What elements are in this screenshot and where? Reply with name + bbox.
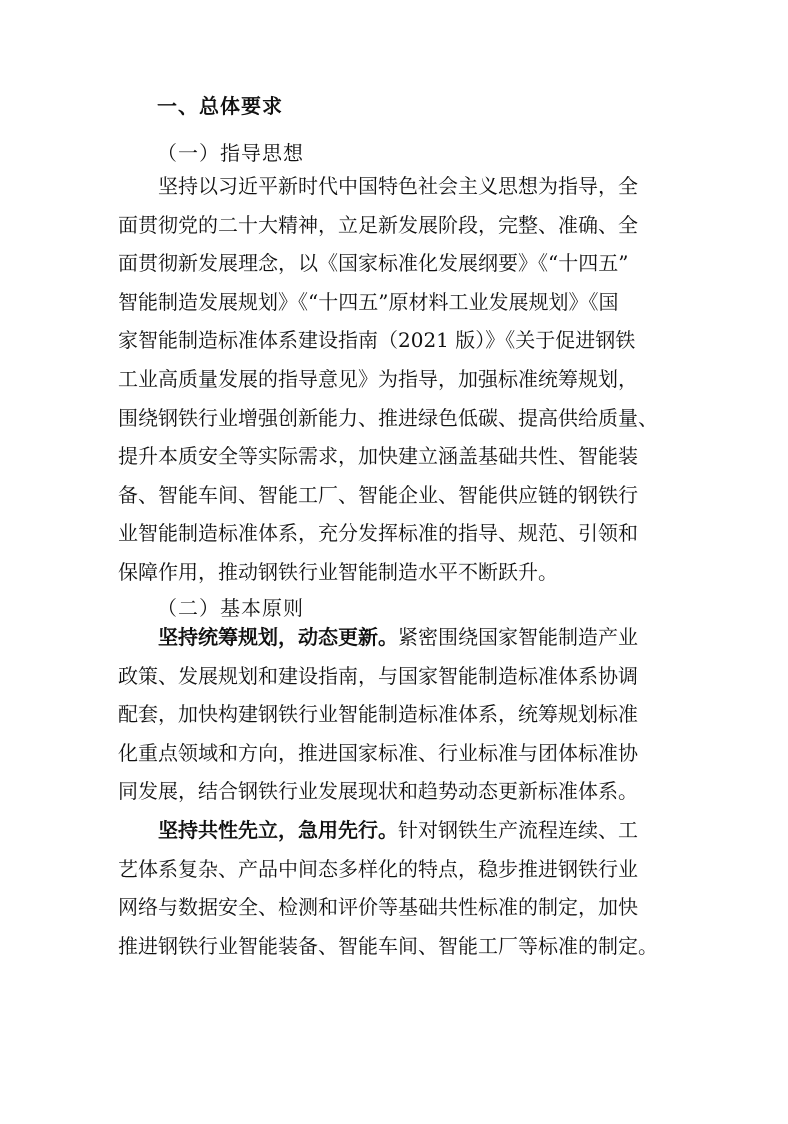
paragraph-principle-planning: [118, 618, 678, 811]
paragraph-line: 推进钢铁行业智能装备、智能车间、智能工厂等标准的制定。: [118, 933, 658, 958]
section-heading: 一、总体要求: [157, 94, 283, 118]
paragraph-line: 政策、发展规划和建设指南，与国家智能制造标准体系协调: [118, 663, 638, 688]
paragraph-line: 艺体系复杂、产品中间态多样化的特点，稳步推进钢铁行业: [118, 856, 638, 881]
paragraph-line: 智能制造发展规划》《“十四五”原材料工业发展规划》《国: [118, 289, 619, 314]
principle-lead: 坚持统筹规划，动态更新。: [158, 625, 398, 649]
paragraph-line: 网络与数据安全、检测和评价等基础共性标准的制定，加快: [118, 895, 638, 920]
paragraph-line: [118, 618, 678, 657]
paragraph-line: [118, 811, 678, 850]
paragraph-line: 围绕钢铁行业增强创新能力、推进绿色低碳、提高供给质量、: [118, 405, 658, 430]
paragraph-guiding-ideology: [118, 167, 678, 592]
paragraph-line: 备、智能车间、智能工厂、智能企业、智能供应链的钢铁行: [118, 482, 638, 507]
subsection-title-guiding-ideology: （一）指导思想: [157, 141, 304, 165]
paragraph-line: 配套，加快构建钢铁行业智能制造标准体系，统筹规划标准: [118, 702, 638, 727]
paragraph-line: 工业高质量发展的指导意见》为指导，加强标准统筹规划，: [118, 366, 638, 391]
paragraph-line: 坚持以习近平新时代中国特色社会主义思想为指导，全: [158, 174, 638, 198]
paragraph-line: 同发展，结合钢铁行业发展现状和趋势动态更新标准体系。: [118, 779, 638, 804]
principle-lead: 坚持共性先立，急用先行。: [158, 818, 398, 842]
paragraph-line: 面贯彻党的二十大精神，立足新发展阶段，完整、准确、全: [118, 212, 638, 237]
principle-text: 紧密围绕国家智能制造产业: [398, 625, 638, 649]
subsection-title-basic-principles: （二）基本原则: [157, 596, 304, 620]
paragraph-line: 保障作用，推动钢铁行业智能制造水平不断跃升。: [118, 559, 558, 584]
paragraph-principle-commonality: [118, 811, 678, 965]
paragraph-line: 业智能制造标准体系，充分发挥标准的指导、规范、引领和: [118, 521, 638, 546]
paragraph-line: 化重点领域和方向，推进国家标准、行业标准与团体标准协: [118, 740, 638, 765]
principle-text: 针对钢铁生产流程连续、工: [398, 818, 638, 842]
paragraph-line: 提升本质安全等实际需求，加快建立涵盖基础共性、智能装: [118, 444, 638, 469]
paragraph-line: 家智能制造标准体系建设指南（2021 版）》《关于促进钢铁: [118, 328, 636, 353]
paragraph-line: 面贯彻新发展理念，以《国家标准化发展纲要》《“十四五”: [118, 251, 629, 276]
